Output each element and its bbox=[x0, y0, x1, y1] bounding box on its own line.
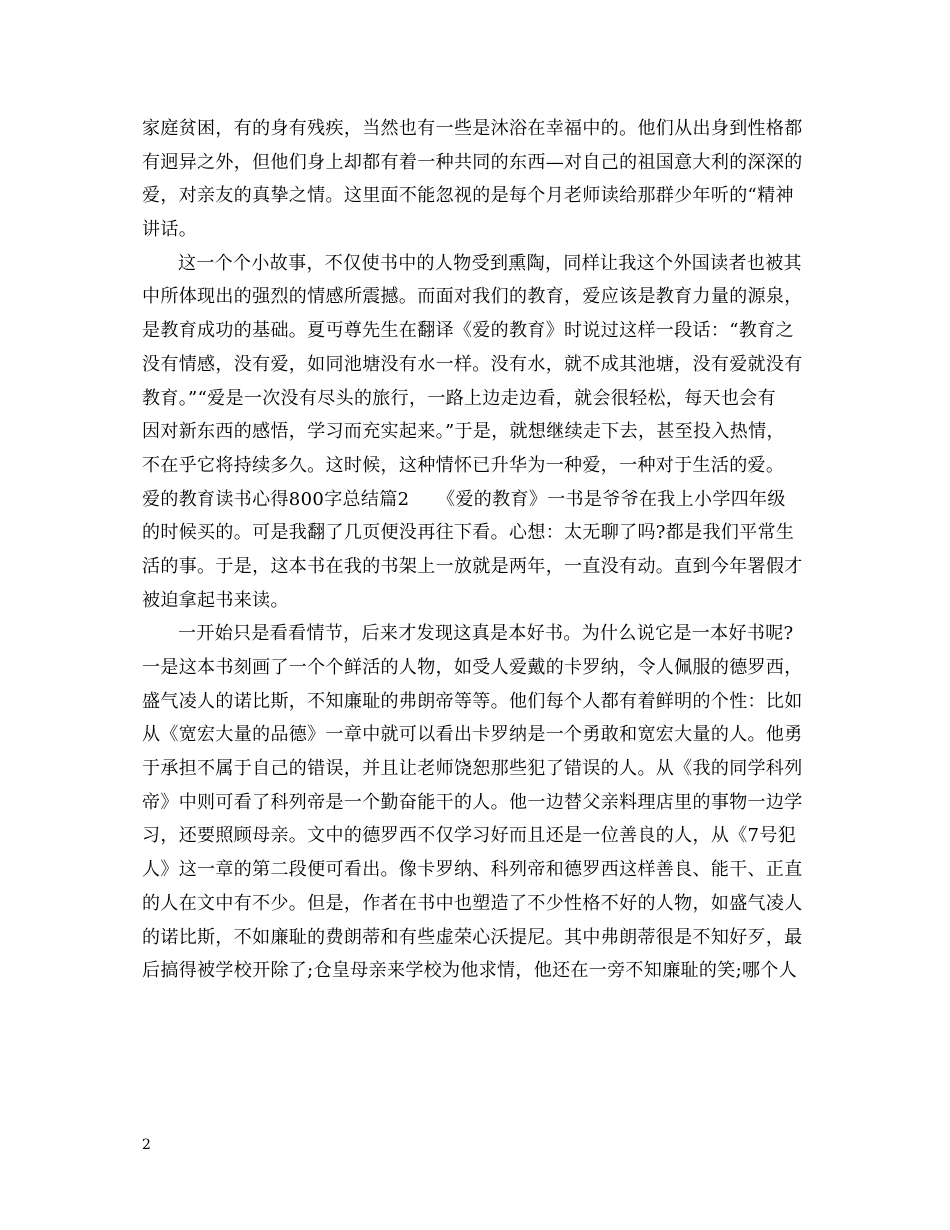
text-line: 有迥异之外，但他们身上却都有着一种共同的东西—对自己的祖国意大利的深深的 bbox=[142, 151, 803, 173]
text-line: 没有情感，没有爱，如同池塘没有水一样。没有水，就不成其池塘，没有爱就没有 bbox=[142, 353, 803, 375]
text-line: 从《宽宏大量的品德》一章中就可以看出卡罗纳是一个勇敢和宽宏大量的人。他勇 bbox=[142, 724, 803, 746]
text-line: 一开始只是看看情节，后来才发现这真是本好书。为什么说它是一本好书呢? bbox=[178, 623, 794, 645]
text-line: 这一个个小故事，不仅使书中的人物受到熏陶，同样让我这个外国读者也被其 bbox=[178, 252, 802, 274]
text-line: 的人在文中有不少。但是，作者在书中也塑造了不少性格不好的人物，如盛气凌人 bbox=[142, 892, 803, 914]
text-line: 一是这本书刻画了一个个鲜活的人物，如受人爱戴的卡罗纳，令人佩服的德罗西， bbox=[142, 657, 803, 678]
text-line: 被迫拿起书来读。 bbox=[142, 589, 289, 611]
page-number: 2 bbox=[142, 1137, 151, 1153]
text-line: 讲话。 bbox=[142, 219, 198, 241]
text-line: 人》这一章的第二段便可看出。像卡罗纳、科列帝和德罗西这样善良、能干、正直 bbox=[142, 859, 803, 881]
text-line: 因对新东西的感悟，学习而充实起来。”于是，就想继续走下去，甚至投入热情， bbox=[142, 421, 785, 443]
text-line: 的时候买的。可是我翻了几页便没再往下看。心想：太无聊了吗?都是我们平常生 bbox=[142, 522, 795, 544]
text-line: 盛气凌人的诺比斯，不知廉耻的弗朗帝等等。他们每个人都有着鲜明的个性：比如 bbox=[142, 690, 803, 712]
text-line: 习，还要照顾母亲。文中的德罗西不仅学习好而且还是一位善良的人，从《7号犯 bbox=[142, 825, 797, 847]
body-text bbox=[142, 112, 810, 988]
text-line: 教育。”“爱是一次没有尽头的旅行，一路上边走边看，就会很轻松，每天也会有 bbox=[142, 387, 777, 409]
text-line: 的诺比斯，不如廉耻的费朗蒂和有些虚荣心沃提尼。其中弗朗蒂很是不知好歹，最 bbox=[142, 926, 803, 948]
text-line: 帝》中则可看了科列帝是一个勤奋能干的人。他一边替父亲料理店里的事物一边学 bbox=[142, 791, 803, 813]
text-line: 后搞得被学校开除了;仓皇母亲来学校为他求情，他还在一旁不知廉耻的笑;哪个人 bbox=[142, 960, 798, 982]
text-line: 爱，对亲友的真挚之情。这里面不能忽视的是每个月老师读给那群少年听的“精神 bbox=[142, 185, 794, 207]
text-line: 是教育成功的基础。夏丏尊先生在翻译《爱的教育》时说过这样一段话：“教育之 bbox=[142, 320, 794, 342]
text-line: 中所体现出的强烈的情感所震撼。而面对我们的教育，爱应该是教育力量的源泉， bbox=[142, 286, 803, 308]
text-line: 爱的教育读书心得800字总结篇2 《爱的教育》一书是爷爷在我上小学四年级 bbox=[142, 488, 786, 510]
text-line: 活的事。于是，这本书在我的书架上一放就是两年，一直没有动。直到今年署假才 bbox=[142, 555, 803, 577]
text-line: 不在乎它将持续多久。这时候，这种情怀已升华为一种爱，一种对于生活的爱。 bbox=[142, 454, 785, 476]
text-line: 于承担不属于自己的错误，并且让老师饶恕那些犯了错误的人。从《我的同学科列 bbox=[142, 758, 803, 780]
text-line: 家庭贫困，有的身有残疾，当然也有一些是沐浴在幸福中的。他们从出身到性格都 bbox=[142, 118, 803, 139]
